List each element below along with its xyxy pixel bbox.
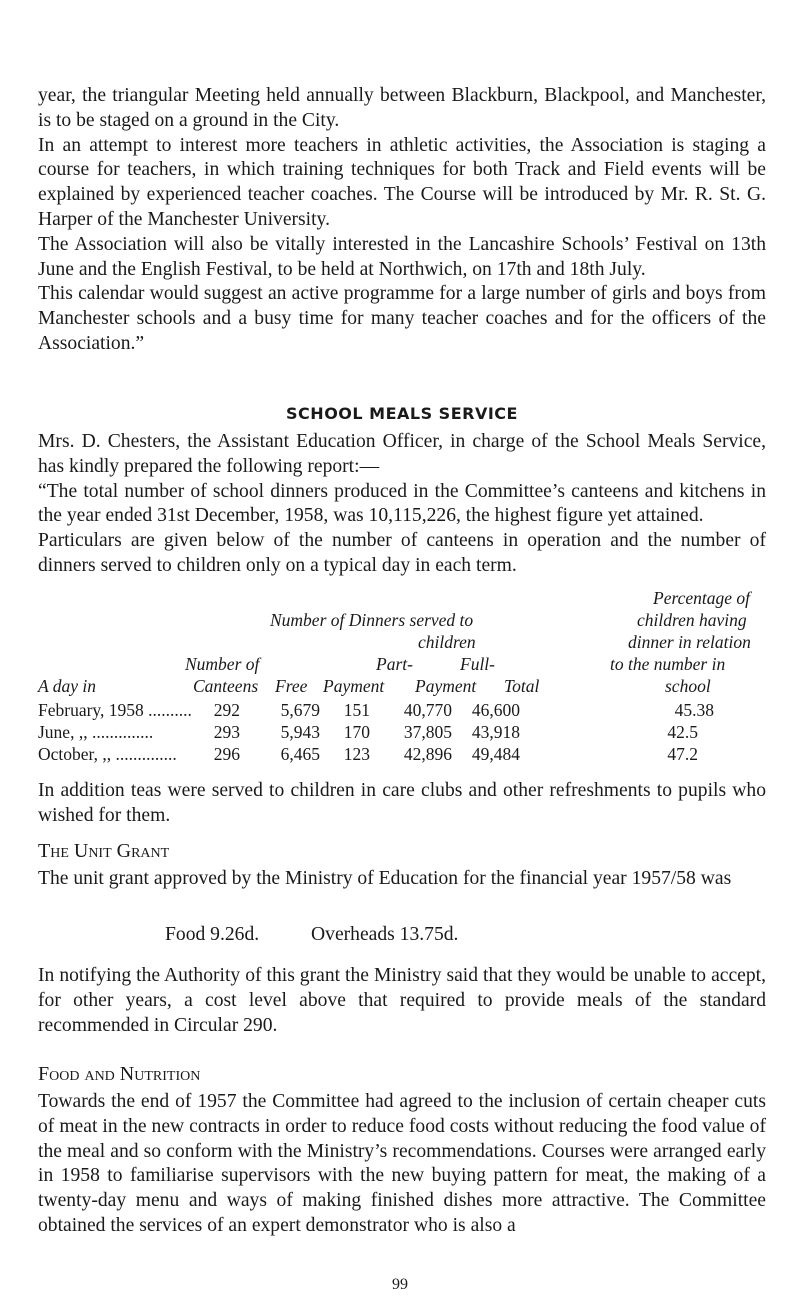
cell-total: 46,600 — [471, 700, 520, 720]
header-pct-2: children having — [637, 610, 747, 630]
cell-pct: 45.38 — [674, 700, 714, 720]
unit-grant-section — [38, 867, 766, 892]
cell-part: 151 — [343, 700, 370, 720]
cell-full: 42,896 — [403, 744, 452, 764]
cell-pct: 47.2 — [667, 744, 698, 764]
row-label: February, 1958 .......... — [38, 700, 192, 720]
cell-full: 40,770 — [403, 700, 452, 720]
paragraph: Towards the end of 1957 the Committee had agreed to the inclusion of certain cheaper cuts of meat in the new contracts in order to reduce food costs without reducing the food value of the meal and so conform with the Ministry’s recommendations. Courses were arranged early in 1958 to familiarise supervisors with the new buying pattern for meat, the making of a twenty-day menu and ways of making finished dishes more attractive. The Committee obtained the services of an expert demonstrator who is also a — [38, 1091, 766, 1236]
header-canteens: Canteens — [193, 676, 259, 696]
overheads-grant: Overheads 13.75d. — [311, 924, 459, 945]
section-heading-school-meals: SCHOOL MEALS SERVICE — [286, 404, 518, 423]
intro-section — [38, 84, 766, 357]
row-label: June, ,, .............. — [38, 722, 154, 742]
paragraph: The Association will also be vitally interested in the Lancashire Schools’ Festival on 13th June and the English Festival, to be held at Northwich, on 17th and 18th July. — [38, 233, 766, 280]
header-pct-4: to the number in — [610, 654, 726, 674]
paragraph: “The total number of school dinners produced in the Committee’s canteens and kitchens in the year ended 31st December, 1958, was 10,115,226, the highest figure yet attained. — [38, 480, 766, 527]
paragraph: The unit grant approved by the Ministry of Education for the financial year 1957/58 was — [38, 868, 732, 889]
header-number-of: Number of — [185, 654, 260, 674]
cell-canteens: 293 — [213, 722, 240, 742]
page-number: 99 — [392, 1276, 408, 1293]
header-pct-3: dinner in relation — [628, 632, 751, 652]
meals-section — [38, 430, 766, 579]
header-payment-2: Payment — [415, 676, 477, 696]
header-part: Part- — [376, 654, 413, 674]
header-free: Free — [275, 676, 308, 696]
cell-free: 5,679 — [280, 700, 320, 720]
cell-canteens: 296 — [213, 744, 240, 764]
paragraph: In notifying the Authority of this grant the Ministry said that they would be unable to accept, for other years, a cost level above that required to provide meals of the standard recommended in Circular 290. — [38, 965, 766, 1036]
header-total: Total — [504, 676, 540, 696]
paragraph: In an attempt to interest more teachers in athletic activities, the Association is staging a course for teachers, in which training techniques for both Track and Field events will be explained by experienced teacher coaches. The Course will be introduced by Mr. R. St. G. Harper of the Manchester University. — [38, 134, 766, 230]
cell-pct: 42.5 — [667, 722, 698, 742]
cell-part: 123 — [343, 744, 370, 764]
cell-free: 6,465 — [280, 744, 320, 764]
cell-canteens: 292 — [213, 700, 240, 720]
food-nutrition-section — [38, 1090, 766, 1239]
section-heading-food-nutrition: Food and Nutrition — [38, 1063, 201, 1085]
row-label: October, ,, .............. — [38, 744, 177, 764]
section-heading-unit-grant: The Unit Grant — [38, 840, 170, 862]
header-dinners: Number of Dinners served to — [270, 610, 474, 630]
unit-grant-notice — [38, 964, 766, 1038]
header-school: school — [665, 676, 711, 696]
cell-part: 170 — [343, 722, 370, 742]
food-grant: Food 9.26d. — [165, 924, 260, 945]
paragraph: In addition teas were served to children in care clubs and other refreshments to pupils who wished for them. — [38, 780, 766, 826]
header-pct-1: Percentage of — [653, 588, 751, 608]
paragraph: This calendar would suggest an active programme for a large number of girls and boys from Manchester schools and a busy time for many teacher coaches and for the officers of the Association.” — [38, 283, 766, 354]
header-payment-1: Payment — [323, 676, 385, 696]
header-children: children — [418, 632, 476, 652]
header-day: A day in — [38, 676, 97, 696]
header-full: Full- — [460, 654, 495, 674]
paragraph: Particulars are given below of the number of canteens in operation and the number of dinners served to children only on a typical day in each term. — [38, 530, 766, 576]
paragraph: Mrs. D. Chesters, the Assistant Education Officer, in charge of the School Meals Service, has kindly prepared the following report:— — [38, 431, 766, 477]
cell-total: 49,484 — [471, 744, 520, 764]
cell-full: 37,805 — [403, 722, 452, 742]
cell-total: 43,918 — [471, 722, 520, 742]
after-table-section — [38, 779, 766, 829]
cell-free: 5,943 — [280, 722, 320, 742]
paragraph: year, the triangular Meeting held annually between Blackburn, Blackpool, and Manchester, is to be staged on a ground in the City. — [38, 85, 766, 131]
